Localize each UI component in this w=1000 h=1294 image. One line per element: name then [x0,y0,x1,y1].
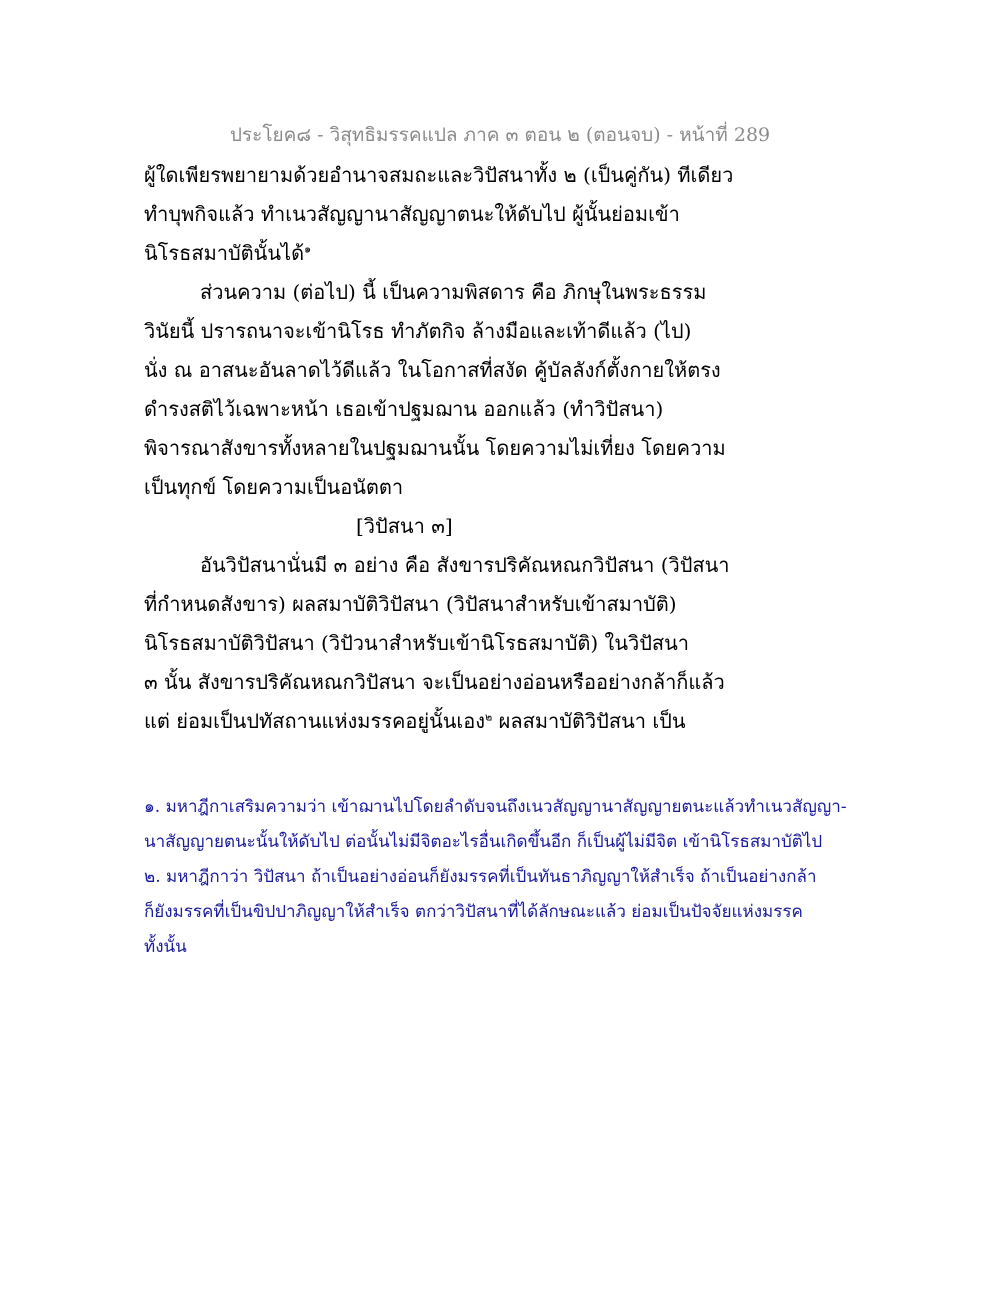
section-heading: [วิปัสนา ๓] [356,514,453,538]
body-line-9: เป็นทุกข์ โดยความเป็นอนัตตา [144,475,404,499]
footnote-line-2: นาสัญญายตนะนั้นให้ดับไป ต่อนั้นไม่มีจิตอะไรอื่นเกิดขึ้นอีก ก็เป็นผู้ไม่มีจิต เข้านิโรธสมาบัติไป [144,832,823,852]
body-line-3 [144,234,864,273]
body-line-1: ผู้ใดเพียรพยายามด้วยอำนาจสมถะและวิปัสนาทั้ง ๒ (เป็นคู่กัน) ทีเดียว [144,163,734,187]
body-line-15-text-b: ผลสมาบัติวิปัสนา เป็น [498,709,686,733]
body-line-11: อันวิปัสนานั่นมี ๓ อย่าง คือ สังขารปริคัณหณกวิปัสนา (วิปัสนา [200,553,730,577]
footnote-line-5: ทั้งนั้น [144,937,187,957]
body-line-15-text-a: แต่ ย่อมเป็นปทัสถานแห่งมรรคอยู่นั้นเอง [144,709,486,733]
body-line-2: ทำบุพกิจแล้ว ทำเนวสัญญานาสัญญาตนะให้ดับไป ผู้นั้นย่อมเข้า [144,202,680,226]
body-line-7: ดำรงสติไว้เฉพาะหน้า เธอเข้าปฐมฌาน ออกแล้ว (ทำวิปัสนา) [144,397,664,421]
body-line-12: ที่กำหนดสังขาร) ผลสมาบัติวิปัสนา (วิปัสนาสำหรับเข้าสมาบัติ) [144,592,677,616]
footnote-line-3: ๒. มหาฎีกาว่า วิปัสนา ถ้าเป็นอย่างอ่อนก็ยังมรรคที่เป็นทันธาภิญญาให้สำเร็จ ถ้าเป็นอย่างกล้า [144,867,817,887]
body-line-8: พิจารณาสังขารทั้งหลายในปฐมฌานนั้น โดยความไม่เที่ยง โดยความ [144,436,726,460]
footnote-line-1: ๑. มหาฎีกาเสริมความว่า เข้าฌานไปโดยลำดับจนถึงเนวสัญญานาสัญญายตนะแล้วทำเนวสัญญา- [144,797,847,817]
body-text [144,156,864,741]
footnote-marker-2: ๒ [485,710,493,724]
body-line-3-text: นิโรธสมาบัตินั้นได้ [144,241,305,265]
footnote-line-4: ก็ยังมรรคที่เป็นขิปปาภิญญาให้สำเร็จ ตกว่าวิปัสนาที่ได้ลักษณะแล้ว ย่อมเป็นปัจจัยแห่งมรรค [144,902,803,922]
running-header: ประโยค๘ - วิสุทธิมรรคแปล ภาค ๓ ตอน ๒ (ตอนจบ) - หน้าที่ 289 [229,124,771,146]
body-line-4: ส่วนความ (ต่อไป) นี้ เป็นความพิสดาร คือ ภิกษุในพระธรรม [200,280,707,304]
body-line-6: นั่ง ณ อาสนะอันลาดไว้ดีแล้ว ในโอกาสที่สงัด คู้บัลลังก์ตั้งกายให้ตรง [144,358,721,382]
footnote-marker-1: ๑ [304,242,312,256]
footnotes [144,790,864,965]
body-line-13: นิโรธสมาบัติวิปัสนา (วิปัวนาสำหรับเข้านิโรธสมาบัติ) ในวิปัสนา [144,631,690,655]
body-line-15 [144,702,864,741]
body-line-5: วินัยนี้ ปรารถนาจะเข้านิโรธ ทำภัตกิจ ล้างมือและเท้าดีแล้ว (ไป) [144,319,692,343]
body-line-14: ๓ นั้น สังขารปริคัณหณกวิปัสนา จะเป็นอย่างอ่อนหรืออย่างกล้าก็แล้ว [144,670,725,694]
